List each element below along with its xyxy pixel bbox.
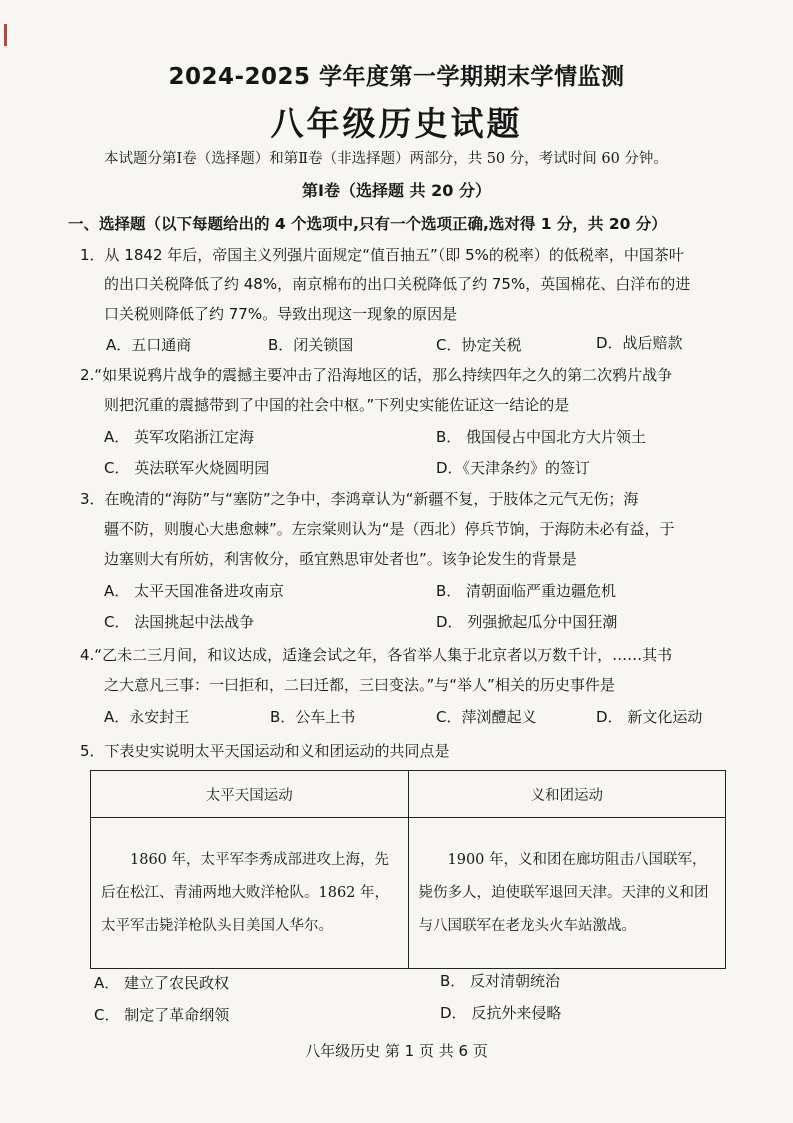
exam-title: 2024-2025 学年度第一学期期末学情监测 bbox=[168, 64, 625, 90]
q3-line-1: 3．在晚清的“海防”与“塞防”之争中，李鸿章认为“新疆不复，于肢体之元气无伤；海 bbox=[80, 490, 639, 508]
q2-line-2: 则把沉重的震撼带到了中国的社会中枢。”下列史实能佐证这一结论的是 bbox=[104, 396, 570, 414]
page-footer: 八年级历史 第 1 页 共 6 页 bbox=[305, 1042, 488, 1060]
q1-line-1: 1．从 1842 年后，帝国主义列强片面规定“值百抽五”（即 5%的税率）的低税率，中国茶叶 bbox=[80, 246, 684, 264]
exam-subtitle: 八年级历史试题 bbox=[270, 104, 523, 143]
q2-option-b[interactable]: B． 俄国侵占中国北方大片领土 bbox=[436, 428, 647, 446]
q3-option-a[interactable]: A． 太平天国准备进攻南京 bbox=[104, 582, 285, 600]
q1-option-a[interactable]: A．五口通商 bbox=[106, 336, 192, 354]
table-cell-taiping bbox=[91, 818, 409, 969]
q3-option-d[interactable]: D． 列强掀起瓜分中国狂潮 bbox=[436, 613, 618, 631]
q4-option-b[interactable]: B．公车上书 bbox=[270, 708, 356, 726]
boxer-text: 1900 年，义和团在廊坊阻击八国联军，毙伤多人，迫使联军退回天津。天津的义和团与八国联军在老龙头火车站激战。 bbox=[418, 851, 709, 934]
q1-line-3: 口关税则降低了约 77%。导致出现这一现象的原因是 bbox=[104, 305, 458, 323]
q2-option-d[interactable]: D．《天津条约》的签订 bbox=[436, 459, 591, 477]
q3-line-3: 边塞则大有所妨，利害攸分，亟宜熟思审处者也”。该争论发生的背景是 bbox=[104, 550, 577, 568]
q3-option-c[interactable]: C． 法国挑起中法战争 bbox=[104, 613, 255, 631]
table-header-row bbox=[91, 771, 726, 818]
table-header-boxer: 义和团运动 bbox=[408, 771, 726, 818]
q5-option-a[interactable]: A． 建立了农民政权 bbox=[94, 974, 230, 992]
q3-line-2: 疆不防，则腹心大患愈棘”。左宗棠则认为“是（西北）停兵节饷，于海防未必有益，于 bbox=[104, 520, 675, 538]
taiping-text: 1860 年，太平军李秀成部进攻上海，先后在松江、青浦两地大败洋枪队。1862 年，太平军击毙洋枪队头目美国人华尔。 bbox=[101, 851, 390, 934]
q4-line-2: 之大意凡三事：一曰拒和，二曰迁都，三曰变法。”与“举人”相关的历史事件是 bbox=[104, 676, 615, 694]
q4-option-a[interactable]: A．永安封王 bbox=[104, 708, 190, 726]
part1-title: 第Ⅰ卷（选择题 共 20 分） bbox=[302, 181, 491, 200]
q5-option-d[interactable]: D． 反抗外来侵略 bbox=[440, 1004, 562, 1022]
q3-option-b[interactable]: B． 清朝面临严重边疆危机 bbox=[436, 582, 617, 600]
table-cell-boxer bbox=[408, 818, 726, 969]
q5-line-1: 5．下表史实说明太平天国运动和义和团运动的共同点是 bbox=[80, 742, 450, 760]
margin-mark bbox=[4, 24, 7, 46]
section-heading: 一、选择题（以下每题给出的 4 个选项中,只有一个选项正确,选对得 1 分，共 20 分） bbox=[68, 215, 667, 233]
q1-option-b[interactable]: B．闭关锁国 bbox=[268, 336, 354, 354]
history-comparison-table bbox=[90, 770, 726, 969]
q2-option-a[interactable]: A． 英军攻陷浙江定海 bbox=[104, 428, 255, 446]
q4-option-c[interactable]: C．萍浏醴起义 bbox=[436, 708, 537, 726]
table-header-taiping: 太平天国运动 bbox=[91, 771, 409, 818]
q1-line-2: 的出口关税降低了约 48%，南京棉布的出口关税降低了约 75%，英国棉花、白洋布的进 bbox=[104, 275, 691, 293]
q1-option-d[interactable]: D．战后赔款 bbox=[596, 334, 683, 352]
table-row bbox=[91, 818, 726, 969]
q2-option-c[interactable]: C． 英法联军火烧圆明园 bbox=[104, 459, 270, 477]
q1-option-c[interactable]: C．协定关税 bbox=[436, 336, 522, 354]
q4-line-1: 4.“乙未二三月间，和议达成，适逢会试之年，各省举人集于北京者以万数千计，……其书 bbox=[80, 646, 673, 664]
q5-option-c[interactable]: C． 制定了革命纲领 bbox=[94, 1006, 230, 1024]
exam-intro: 本试题分第Ⅰ卷（选择题）和第Ⅱ卷（非选择题）两部分，共 50 分，考试时间 60 分钟。 bbox=[104, 151, 668, 167]
q2-line-1: 2.“如果说鸦片战争的震撼主要冲击了沿海地区的话，那么持续四年之久的第二次鸦片战争 bbox=[80, 366, 673, 384]
q5-option-b[interactable]: B． 反对清朝统治 bbox=[440, 972, 561, 990]
q4-option-d[interactable]: D． 新文化运动 bbox=[596, 708, 703, 726]
